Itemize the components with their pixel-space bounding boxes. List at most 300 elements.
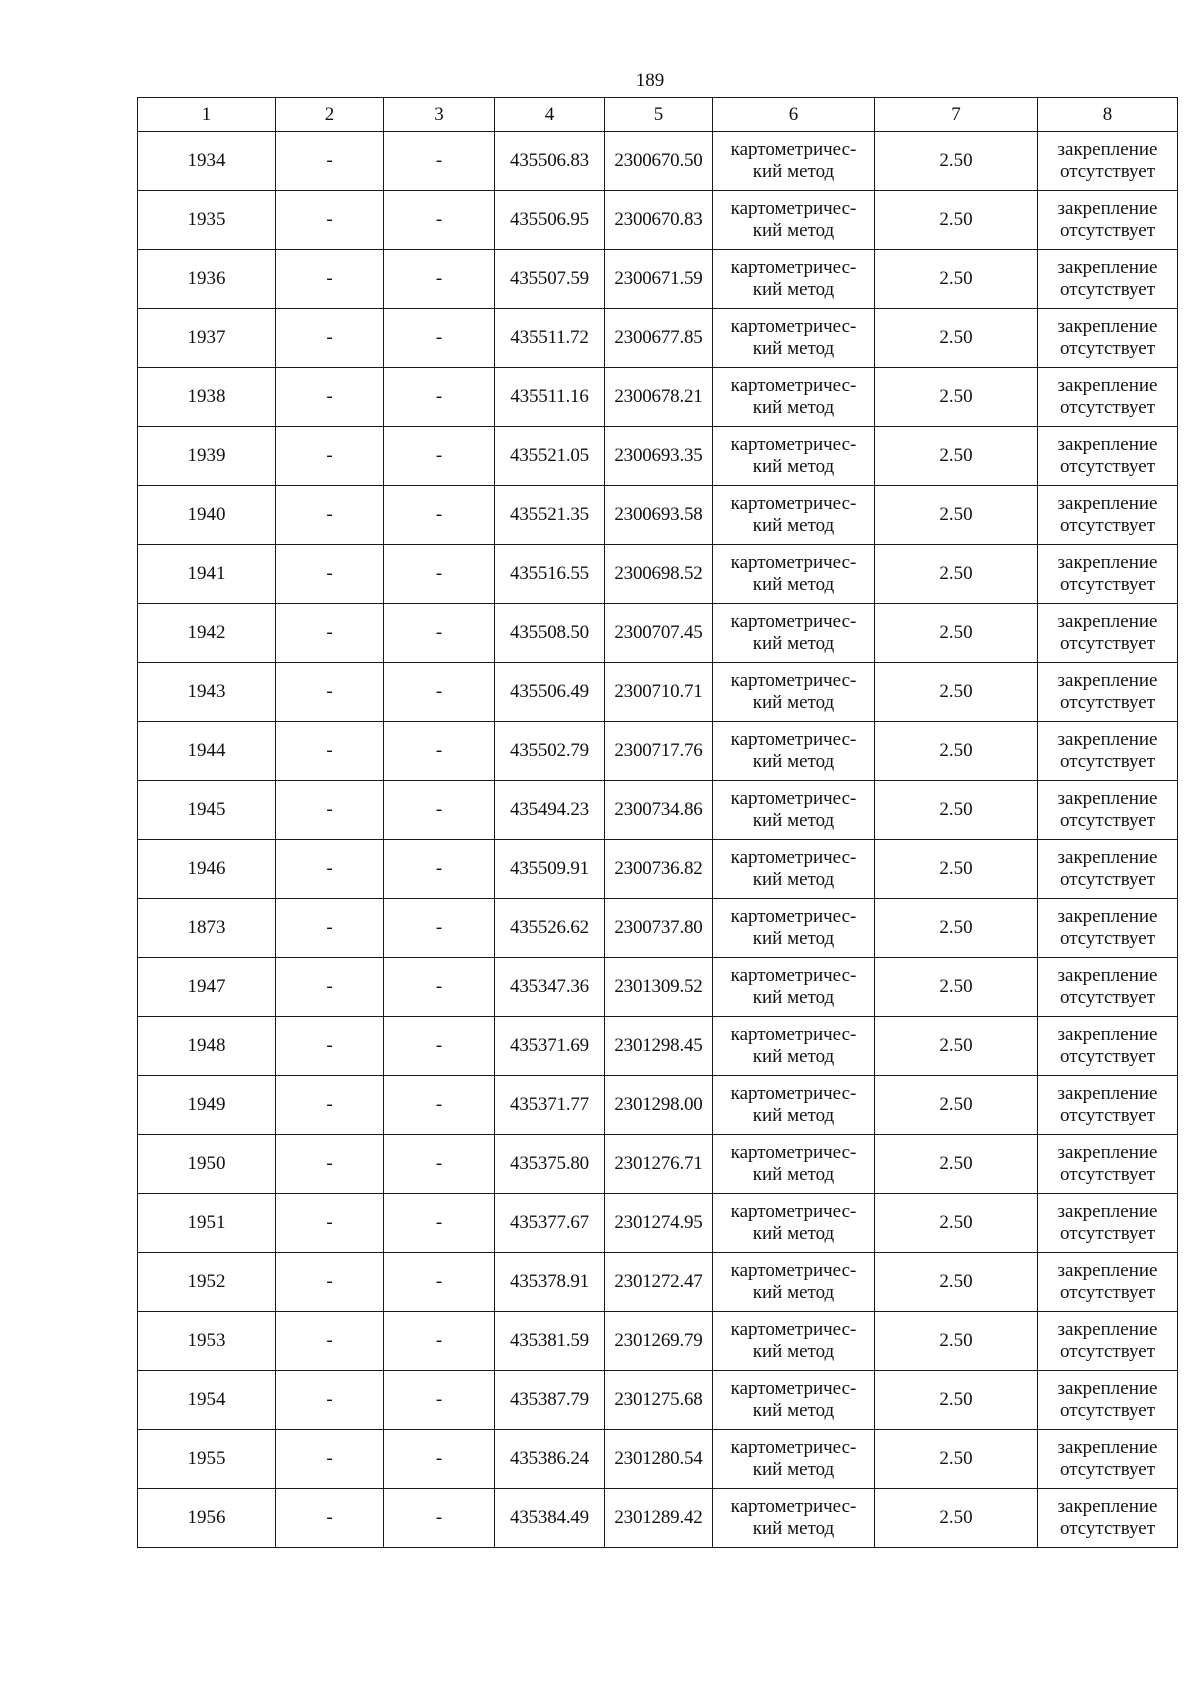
method-cell <box>713 545 875 604</box>
fixing-line-2: отсутствует <box>1059 928 1156 949</box>
method-cell <box>713 368 875 427</box>
column-2-cell: - <box>276 1135 384 1194</box>
y-coordinate-cell: 2300717.76 <box>605 722 713 781</box>
point-number-cell: 1955 <box>138 1430 276 1489</box>
fixing-cell <box>1038 1194 1178 1253</box>
column-2-cell: - <box>276 722 384 781</box>
method-line-2: кий метод <box>752 1341 835 1362</box>
table-row <box>138 899 1178 958</box>
fixing-line-1: закрепление <box>1057 1319 1158 1340</box>
point-number-cell: 1935 <box>138 191 276 250</box>
column-2-cell: - <box>276 132 384 191</box>
x-coordinate-cell: 435347.36 <box>495 958 605 1017</box>
point-number-cell: 1948 <box>138 1017 276 1076</box>
accuracy-cell: 2.50 <box>875 368 1038 427</box>
column-3-cell: - <box>384 309 495 368</box>
method-cell <box>713 1430 875 1489</box>
fixing-line-1: закрепление <box>1057 1201 1158 1222</box>
fixing-line-2: отсутствует <box>1059 633 1156 654</box>
fixing-cell <box>1038 899 1178 958</box>
x-coordinate-cell: 435378.91 <box>495 1253 605 1312</box>
column-3-cell: - <box>384 899 495 958</box>
fixing-cell <box>1038 1253 1178 1312</box>
method-cell <box>713 781 875 840</box>
method-cell <box>713 840 875 899</box>
fixing-line-2: отсутствует <box>1059 869 1156 890</box>
column-2-cell: - <box>276 1312 384 1371</box>
point-number-cell: 1934 <box>138 132 276 191</box>
method-line-1: картометричес- <box>730 139 857 160</box>
fixing-line-2: отсутствует <box>1059 751 1156 772</box>
y-coordinate-cell: 2301274.95 <box>605 1194 713 1253</box>
column-3-cell: - <box>384 1194 495 1253</box>
table-row <box>138 722 1178 781</box>
method-cell <box>713 427 875 486</box>
fixing-cell <box>1038 1312 1178 1371</box>
column-2-cell: - <box>276 899 384 958</box>
fixing-line-1: закрепление <box>1057 1437 1158 1458</box>
method-cell <box>713 604 875 663</box>
method-line-1: картометричес- <box>730 493 857 514</box>
column-2-cell: - <box>276 1017 384 1076</box>
y-coordinate-cell: 2301298.45 <box>605 1017 713 1076</box>
method-line-2: кий метод <box>752 279 835 300</box>
method-line-2: кий метод <box>752 1282 835 1303</box>
table-row <box>138 1017 1178 1076</box>
method-line-2: кий метод <box>752 692 835 713</box>
y-coordinate-cell: 2301276.71 <box>605 1135 713 1194</box>
x-coordinate-cell: 435377.67 <box>495 1194 605 1253</box>
table-row <box>138 840 1178 899</box>
method-cell <box>713 1135 875 1194</box>
fixing-cell <box>1038 1430 1178 1489</box>
accuracy-cell: 2.50 <box>875 604 1038 663</box>
header-row <box>138 98 1178 132</box>
method-line-1: картометричес- <box>730 1083 857 1104</box>
x-coordinate-cell: 435387.79 <box>495 1371 605 1430</box>
table-row <box>138 1253 1178 1312</box>
accuracy-cell: 2.50 <box>875 486 1038 545</box>
column-3-cell: - <box>384 1489 495 1548</box>
fixing-line-1: закрепление <box>1057 1083 1158 1104</box>
table-row <box>138 1135 1178 1194</box>
table-row <box>138 368 1178 427</box>
method-line-1: картометричес- <box>730 198 857 219</box>
fixing-line-2: отсутствует <box>1059 1400 1156 1421</box>
fixing-cell <box>1038 250 1178 309</box>
table-row <box>138 1076 1178 1135</box>
accuracy-cell: 2.50 <box>875 1017 1038 1076</box>
method-cell <box>713 191 875 250</box>
point-number-cell: 1953 <box>138 1312 276 1371</box>
accuracy-cell: 2.50 <box>875 1430 1038 1489</box>
fixing-line-2: отсутствует <box>1059 1459 1156 1480</box>
x-coordinate-cell: 435506.95 <box>495 191 605 250</box>
column-header-4: 4 <box>495 98 605 132</box>
method-line-2: кий метод <box>752 810 835 831</box>
method-line-2: кий метод <box>752 928 835 949</box>
point-number-cell: 1946 <box>138 840 276 899</box>
fixing-cell <box>1038 604 1178 663</box>
column-3-cell: - <box>384 368 495 427</box>
method-line-1: картометричес- <box>730 434 857 455</box>
method-cell <box>713 899 875 958</box>
fixing-line-2: отсутствует <box>1059 1105 1156 1126</box>
fixing-cell <box>1038 191 1178 250</box>
method-cell <box>713 1253 875 1312</box>
y-coordinate-cell: 2300736.82 <box>605 840 713 899</box>
point-number-cell: 1938 <box>138 368 276 427</box>
column-2-cell: - <box>276 1253 384 1312</box>
table-row <box>138 132 1178 191</box>
column-3-cell: - <box>384 722 495 781</box>
accuracy-cell: 2.50 <box>875 899 1038 958</box>
fixing-cell <box>1038 1135 1178 1194</box>
fixing-line-1: закрепление <box>1057 493 1158 514</box>
column-3-cell: - <box>384 840 495 899</box>
x-coordinate-cell: 435371.77 <box>495 1076 605 1135</box>
method-line-2: кий метод <box>752 751 835 772</box>
accuracy-cell: 2.50 <box>875 427 1038 486</box>
fixing-line-2: отсутствует <box>1059 515 1156 536</box>
accuracy-cell: 2.50 <box>875 1135 1038 1194</box>
fixing-cell <box>1038 427 1178 486</box>
accuracy-cell: 2.50 <box>875 840 1038 899</box>
method-line-2: кий метод <box>752 1459 835 1480</box>
page-number: 189 <box>635 70 665 91</box>
method-cell <box>713 1194 875 1253</box>
fixing-cell <box>1038 545 1178 604</box>
y-coordinate-cell: 2300671.59 <box>605 250 713 309</box>
fixing-cell <box>1038 958 1178 1017</box>
x-coordinate-cell: 435526.62 <box>495 899 605 958</box>
method-line-2: кий метод <box>752 1518 835 1539</box>
method-line-2: кий метод <box>752 1046 835 1067</box>
accuracy-cell: 2.50 <box>875 191 1038 250</box>
column-2-cell: - <box>276 663 384 722</box>
accuracy-cell: 2.50 <box>875 1076 1038 1135</box>
x-coordinate-cell: 435521.35 <box>495 486 605 545</box>
y-coordinate-cell: 2300710.71 <box>605 663 713 722</box>
method-cell <box>713 663 875 722</box>
column-2-cell: - <box>276 368 384 427</box>
accuracy-cell: 2.50 <box>875 1371 1038 1430</box>
column-3-cell: - <box>384 663 495 722</box>
table-row <box>138 958 1178 1017</box>
table-row <box>138 1489 1178 1548</box>
table-row <box>138 427 1178 486</box>
accuracy-cell: 2.50 <box>875 781 1038 840</box>
fixing-line-1: закрепление <box>1057 1260 1158 1281</box>
fixing-line-2: отсутствует <box>1059 161 1156 182</box>
method-line-1: картометричес- <box>730 1378 857 1399</box>
fixing-line-1: закрепление <box>1057 611 1158 632</box>
method-line-1: картометричес- <box>730 965 857 986</box>
point-number-cell: 1944 <box>138 722 276 781</box>
x-coordinate-cell: 435384.49 <box>495 1489 605 1548</box>
point-number-cell: 1950 <box>138 1135 276 1194</box>
fixing-cell <box>1038 663 1178 722</box>
fixing-line-2: отсутствует <box>1059 1341 1156 1362</box>
method-line-1: картометричес- <box>730 1142 857 1163</box>
fixing-line-2: отсутствует <box>1059 987 1156 1008</box>
x-coordinate-cell: 435494.23 <box>495 781 605 840</box>
table-row <box>138 545 1178 604</box>
fixing-line-1: закрепление <box>1057 1496 1158 1517</box>
method-line-2: кий метод <box>752 456 835 477</box>
method-cell <box>713 1489 875 1548</box>
column-header-5: 5 <box>605 98 713 132</box>
x-coordinate-cell: 435371.69 <box>495 1017 605 1076</box>
fixing-line-1: закрепление <box>1057 965 1158 986</box>
x-coordinate-cell: 435509.91 <box>495 840 605 899</box>
fixing-cell <box>1038 368 1178 427</box>
fixing-line-1: закрепление <box>1057 552 1158 573</box>
method-line-1: картометричес- <box>730 257 857 278</box>
column-3-cell: - <box>384 191 495 250</box>
column-3-cell: - <box>384 250 495 309</box>
fixing-cell <box>1038 309 1178 368</box>
x-coordinate-cell: 435381.59 <box>495 1312 605 1371</box>
method-line-2: кий метод <box>752 633 835 654</box>
accuracy-cell: 2.50 <box>875 722 1038 781</box>
accuracy-cell: 2.50 <box>875 1194 1038 1253</box>
fixing-line-1: закрепление <box>1057 257 1158 278</box>
accuracy-cell: 2.50 <box>875 545 1038 604</box>
fixing-line-1: закрепление <box>1057 434 1158 455</box>
fixing-line-1: закрепление <box>1057 375 1158 396</box>
point-number-cell: 1952 <box>138 1253 276 1312</box>
point-number-cell: 1873 <box>138 899 276 958</box>
method-line-1: картометричес- <box>730 847 857 868</box>
table-row <box>138 1194 1178 1253</box>
fixing-line-1: закрепление <box>1057 906 1158 927</box>
fixing-cell <box>1038 722 1178 781</box>
method-line-1: картометричес- <box>730 1496 857 1517</box>
table-row <box>138 604 1178 663</box>
accuracy-cell: 2.50 <box>875 663 1038 722</box>
method-line-1: картометричес- <box>730 552 857 573</box>
x-coordinate-cell: 435502.79 <box>495 722 605 781</box>
method-line-1: картометричес- <box>730 1024 857 1045</box>
fixing-line-2: отсутствует <box>1059 397 1156 418</box>
fixing-line-1: закрепление <box>1057 729 1158 750</box>
column-2-cell: - <box>276 1194 384 1253</box>
accuracy-cell: 2.50 <box>875 1312 1038 1371</box>
x-coordinate-cell: 435508.50 <box>495 604 605 663</box>
y-coordinate-cell: 2300670.50 <box>605 132 713 191</box>
method-line-2: кий метод <box>752 987 835 1008</box>
method-cell <box>713 132 875 191</box>
table-row <box>138 309 1178 368</box>
method-cell <box>713 486 875 545</box>
method-line-1: картометричес- <box>730 670 857 691</box>
column-3-cell: - <box>384 545 495 604</box>
column-3-cell: - <box>384 781 495 840</box>
fixing-cell <box>1038 781 1178 840</box>
method-line-1: картометричес- <box>730 611 857 632</box>
accuracy-cell: 2.50 <box>875 958 1038 1017</box>
column-2-cell: - <box>276 958 384 1017</box>
accuracy-cell: 2.50 <box>875 309 1038 368</box>
column-2-cell: - <box>276 1076 384 1135</box>
fixing-line-1: закрепление <box>1057 139 1158 160</box>
column-header-2: 2 <box>276 98 384 132</box>
fixing-line-2: отсутствует <box>1059 1518 1156 1539</box>
fixing-line-2: отсутствует <box>1059 220 1156 241</box>
table-row <box>138 250 1178 309</box>
y-coordinate-cell: 2301269.79 <box>605 1312 713 1371</box>
y-coordinate-cell: 2300734.86 <box>605 781 713 840</box>
fixing-line-1: закрепление <box>1057 670 1158 691</box>
point-number-cell: 1956 <box>138 1489 276 1548</box>
point-number-cell: 1936 <box>138 250 276 309</box>
method-line-1: картометричес- <box>730 729 857 750</box>
accuracy-cell: 2.50 <box>875 1489 1038 1548</box>
fixing-line-2: отсутствует <box>1059 574 1156 595</box>
column-header-8: 8 <box>1038 98 1178 132</box>
column-header-7: 7 <box>875 98 1038 132</box>
column-3-cell: - <box>384 958 495 1017</box>
column-3-cell: - <box>384 1371 495 1430</box>
y-coordinate-cell: 2300737.80 <box>605 899 713 958</box>
point-number-cell: 1940 <box>138 486 276 545</box>
fixing-line-1: закрепление <box>1057 1024 1158 1045</box>
column-3-cell: - <box>384 1017 495 1076</box>
x-coordinate-cell: 435506.83 <box>495 132 605 191</box>
fixing-line-1: закрепление <box>1057 788 1158 809</box>
column-2-cell: - <box>276 427 384 486</box>
method-line-2: кий метод <box>752 869 835 890</box>
fixing-cell <box>1038 1489 1178 1548</box>
fixing-cell <box>1038 1371 1178 1430</box>
y-coordinate-cell: 2300693.58 <box>605 486 713 545</box>
fixing-line-1: закрепление <box>1057 1378 1158 1399</box>
x-coordinate-cell: 435507.59 <box>495 250 605 309</box>
point-number-cell: 1943 <box>138 663 276 722</box>
point-number-cell: 1941 <box>138 545 276 604</box>
table-row <box>138 191 1178 250</box>
fixing-line-2: отсутствует <box>1059 1046 1156 1067</box>
y-coordinate-cell: 2300693.35 <box>605 427 713 486</box>
method-line-1: картометричес- <box>730 906 857 927</box>
column-3-cell: - <box>384 1135 495 1194</box>
table-row <box>138 781 1178 840</box>
column-2-cell: - <box>276 1371 384 1430</box>
method-cell <box>713 309 875 368</box>
method-line-2: кий метод <box>752 161 835 182</box>
method-cell <box>713 1076 875 1135</box>
y-coordinate-cell: 2301298.00 <box>605 1076 713 1135</box>
fixing-cell <box>1038 486 1178 545</box>
accuracy-cell: 2.50 <box>875 250 1038 309</box>
fixing-cell <box>1038 1076 1178 1135</box>
column-2-cell: - <box>276 604 384 663</box>
column-3-cell: - <box>384 1312 495 1371</box>
y-coordinate-cell: 2300707.45 <box>605 604 713 663</box>
method-line-2: кий метод <box>752 1400 835 1421</box>
column-3-cell: - <box>384 604 495 663</box>
method-line-2: кий метод <box>752 1105 835 1126</box>
method-line-2: кий метод <box>752 574 835 595</box>
point-number-cell: 1942 <box>138 604 276 663</box>
fixing-cell <box>1038 1017 1178 1076</box>
column-3-cell: - <box>384 1430 495 1489</box>
column-2-cell: - <box>276 486 384 545</box>
y-coordinate-cell: 2300698.52 <box>605 545 713 604</box>
column-2-cell: - <box>276 191 384 250</box>
column-2-cell: - <box>276 309 384 368</box>
method-cell <box>713 250 875 309</box>
method-line-1: картометричес- <box>730 788 857 809</box>
method-line-1: картометричес- <box>730 375 857 396</box>
fixing-line-2: отсутствует <box>1059 810 1156 831</box>
x-coordinate-cell: 435506.49 <box>495 663 605 722</box>
method-line-2: кий метод <box>752 1164 835 1185</box>
coordinates-table <box>137 97 1178 1548</box>
column-3-cell: - <box>384 427 495 486</box>
x-coordinate-cell: 435516.55 <box>495 545 605 604</box>
method-line-2: кий метод <box>752 397 835 418</box>
point-number-cell: 1951 <box>138 1194 276 1253</box>
accuracy-cell: 2.50 <box>875 1253 1038 1312</box>
point-number-cell: 1954 <box>138 1371 276 1430</box>
column-2-cell: - <box>276 781 384 840</box>
fixing-line-2: отсутствует <box>1059 279 1156 300</box>
column-2-cell: - <box>276 1489 384 1548</box>
column-2-cell: - <box>276 545 384 604</box>
table-row <box>138 1312 1178 1371</box>
method-line-1: картометричес- <box>730 1201 857 1222</box>
table-row <box>138 663 1178 722</box>
fixing-line-2: отсутствует <box>1059 1282 1156 1303</box>
fixing-line-1: закрепление <box>1057 316 1158 337</box>
method-line-1: картометричес- <box>730 316 857 337</box>
y-coordinate-cell: 2301309.52 <box>605 958 713 1017</box>
fixing-line-2: отсутствует <box>1059 456 1156 477</box>
x-coordinate-cell: 435386.24 <box>495 1430 605 1489</box>
point-number-cell: 1939 <box>138 427 276 486</box>
table-row <box>138 1371 1178 1430</box>
column-2-cell: - <box>276 1430 384 1489</box>
x-coordinate-cell: 435375.80 <box>495 1135 605 1194</box>
y-coordinate-cell: 2300677.85 <box>605 309 713 368</box>
point-number-cell: 1949 <box>138 1076 276 1135</box>
table-row <box>138 1430 1178 1489</box>
fixing-cell <box>1038 840 1178 899</box>
fixing-cell <box>1038 132 1178 191</box>
y-coordinate-cell: 2301272.47 <box>605 1253 713 1312</box>
column-2-cell: - <box>276 840 384 899</box>
y-coordinate-cell: 2301289.42 <box>605 1489 713 1548</box>
column-2-cell: - <box>276 250 384 309</box>
method-cell <box>713 958 875 1017</box>
method-line-1: картометричес- <box>730 1260 857 1281</box>
method-line-2: кий метод <box>752 515 835 536</box>
point-number-cell: 1937 <box>138 309 276 368</box>
column-3-cell: - <box>384 132 495 191</box>
accuracy-cell: 2.50 <box>875 132 1038 191</box>
x-coordinate-cell: 435511.16 <box>495 368 605 427</box>
fixing-line-1: закрепление <box>1057 198 1158 219</box>
method-line-1: картометричес- <box>730 1437 857 1458</box>
method-cell <box>713 722 875 781</box>
point-number-cell: 1947 <box>138 958 276 1017</box>
y-coordinate-cell: 2301280.54 <box>605 1430 713 1489</box>
method-line-1: картометричес- <box>730 1319 857 1340</box>
fixing-line-1: закрепление <box>1057 1142 1158 1163</box>
method-cell <box>713 1312 875 1371</box>
